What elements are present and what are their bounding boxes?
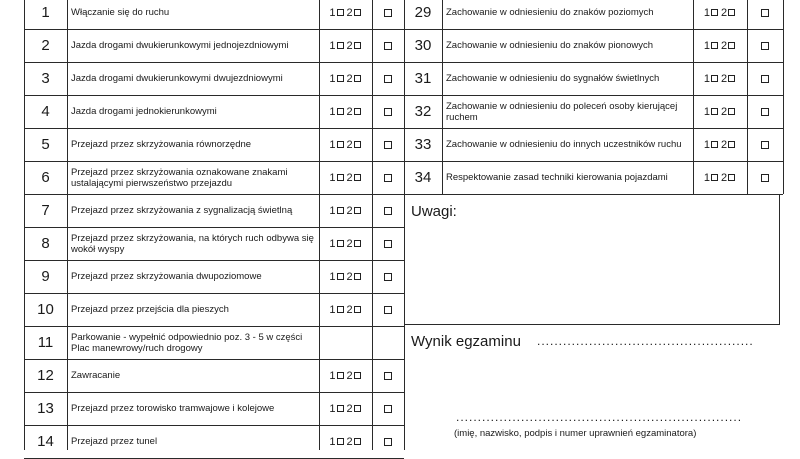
result-checkbox[interactable] bbox=[384, 75, 392, 83]
result-checkbox[interactable] bbox=[384, 9, 392, 17]
grid-line-horizontal bbox=[404, 62, 783, 63]
item-description bbox=[442, 95, 693, 128]
exam-result-field[interactable]: .................................................. bbox=[537, 334, 754, 348]
result-checkbox[interactable] bbox=[761, 75, 769, 83]
result-checkbox-cell bbox=[747, 161, 783, 194]
item-description bbox=[67, 194, 319, 227]
score-checkbox-1[interactable] bbox=[337, 108, 344, 115]
left-table-row bbox=[24, 260, 404, 293]
item-description-text: Zachowanie w odniesieniu do znaków pionowych bbox=[446, 40, 654, 51]
item-description bbox=[442, 0, 693, 29]
score-checkbox-1[interactable] bbox=[337, 405, 344, 412]
item-number: 31 bbox=[414, 70, 432, 87]
item-description-text: Jazda drogami jednokierunkowymi bbox=[71, 106, 217, 117]
left-table-row bbox=[24, 62, 404, 95]
score-options bbox=[319, 128, 372, 161]
result-checkbox-cell bbox=[372, 260, 404, 293]
score-checkbox-1[interactable] bbox=[337, 42, 344, 49]
result-checkbox[interactable] bbox=[384, 405, 392, 413]
result-checkbox-cell bbox=[372, 95, 404, 128]
grid-line-horizontal bbox=[24, 359, 404, 360]
grid-line-vertical bbox=[24, 0, 25, 450]
result-checkbox-cell bbox=[372, 161, 404, 194]
grid-line-horizontal bbox=[24, 260, 404, 261]
left-table-row bbox=[24, 0, 404, 29]
score-options bbox=[319, 227, 372, 260]
left-table-row bbox=[24, 425, 404, 458]
score-checkbox-2[interactable] bbox=[354, 273, 361, 280]
item-number: 7 bbox=[41, 202, 50, 219]
item-number: 5 bbox=[41, 136, 50, 153]
score-options bbox=[319, 161, 372, 194]
score-checkbox-2[interactable] bbox=[354, 174, 361, 181]
score-checkbox-1[interactable] bbox=[337, 438, 344, 445]
score-checkbox-2[interactable] bbox=[354, 42, 361, 49]
item-number: 6 bbox=[41, 169, 50, 186]
score-label-2: 2 bbox=[721, 138, 728, 151]
item-description bbox=[67, 161, 319, 194]
score-checkbox-2[interactable] bbox=[354, 405, 361, 412]
signature-line[interactable]: .................................................................. bbox=[456, 410, 743, 424]
score-checkbox-2[interactable] bbox=[354, 207, 361, 214]
score-checkbox-2[interactable] bbox=[728, 141, 735, 148]
score-label-2: 2 bbox=[346, 435, 353, 448]
grid-line-vertical bbox=[693, 0, 694, 194]
score-options bbox=[319, 0, 372, 29]
score-checkbox-2[interactable] bbox=[728, 174, 735, 181]
item-description bbox=[442, 62, 693, 95]
item-description bbox=[67, 128, 319, 161]
grid-line-horizontal bbox=[24, 227, 404, 228]
score-checkbox-1[interactable] bbox=[337, 207, 344, 214]
item-description-text: Parkowanie - wypełnić odpowiednio poz. 3 - 5 w części Plac manewrowy/ruch drogowy bbox=[71, 331, 303, 354]
score-label-1: 1 bbox=[329, 105, 336, 118]
score-label-1: 1 bbox=[703, 6, 710, 19]
left-table-row bbox=[24, 293, 404, 326]
item-description-text: Jazda drogami dwukierunkowymi jednojezdniowymi bbox=[71, 40, 289, 51]
item-description-text: Zachowanie w odniesieniu do innych uczestników ruchu bbox=[446, 139, 682, 150]
item-description-text: Przejazd przez skrzyżowania, na których ruch odbywa się wokół wyspy bbox=[71, 232, 314, 255]
score-label-2: 2 bbox=[346, 402, 353, 415]
score-label-1: 1 bbox=[703, 171, 710, 184]
score-label-2: 2 bbox=[346, 39, 353, 52]
item-description-text: Przejazd przez skrzyżowania dwupoziomowe bbox=[71, 271, 262, 282]
result-checkbox[interactable] bbox=[761, 42, 769, 50]
score-label-2: 2 bbox=[346, 6, 353, 19]
item-description bbox=[67, 260, 319, 293]
score-options bbox=[319, 95, 372, 128]
score-checkbox-2[interactable] bbox=[728, 75, 735, 82]
result-checkbox[interactable] bbox=[384, 108, 392, 116]
grid-line-horizontal bbox=[24, 62, 404, 63]
result-checkbox[interactable] bbox=[384, 141, 392, 149]
result-checkbox-cell bbox=[372, 62, 404, 95]
item-number: 14 bbox=[37, 433, 54, 450]
item-description-text: Jazda drogami dwukierunkowymi dwujezdniowymi bbox=[71, 73, 283, 84]
left-table-row bbox=[24, 392, 404, 425]
result-checkbox-cell bbox=[372, 0, 404, 29]
result-checkbox[interactable] bbox=[384, 372, 392, 380]
result-checkbox-cell bbox=[747, 128, 783, 161]
score-label-2: 2 bbox=[721, 6, 728, 19]
item-description bbox=[67, 0, 319, 29]
result-checkbox[interactable] bbox=[384, 273, 392, 281]
score-label-2: 2 bbox=[346, 204, 353, 217]
left-table-row bbox=[24, 194, 404, 227]
grid-line-vertical bbox=[372, 0, 373, 450]
left-table-row bbox=[24, 128, 404, 161]
item-number: 30 bbox=[414, 37, 432, 54]
item-number: 29 bbox=[414, 4, 432, 21]
item-number: 34 bbox=[414, 169, 432, 186]
score-checkbox-1[interactable] bbox=[337, 372, 344, 379]
left-table-row bbox=[24, 359, 404, 392]
score-label-2: 2 bbox=[346, 138, 353, 151]
grid-line-horizontal bbox=[24, 326, 404, 327]
grid-line-horizontal bbox=[404, 128, 783, 129]
score-label-1: 1 bbox=[329, 237, 336, 250]
score-options bbox=[693, 161, 747, 194]
item-description bbox=[442, 161, 693, 194]
score-options bbox=[319, 29, 372, 62]
right-table-row bbox=[404, 29, 783, 62]
item-description bbox=[67, 227, 319, 260]
result-checkbox[interactable] bbox=[384, 42, 392, 50]
score-options bbox=[319, 194, 372, 227]
score-checkbox-1[interactable] bbox=[337, 75, 344, 82]
item-description bbox=[442, 29, 693, 62]
score-label-1: 1 bbox=[329, 270, 336, 283]
score-label-2: 2 bbox=[346, 369, 353, 382]
grid-line-vertical bbox=[779, 194, 780, 325]
result-checkbox[interactable] bbox=[384, 207, 392, 215]
grid-line-horizontal bbox=[404, 29, 783, 30]
item-number: 3 bbox=[41, 70, 50, 87]
score-label-1: 1 bbox=[329, 402, 336, 415]
result-checkbox-cell bbox=[372, 29, 404, 62]
score-checkbox-1[interactable] bbox=[337, 240, 344, 247]
item-number: 8 bbox=[41, 235, 50, 252]
grid-line-horizontal bbox=[404, 95, 783, 96]
score-options bbox=[319, 260, 372, 293]
item-description-text: Respektowanie zasad techniki kierowania pojazdami bbox=[446, 172, 668, 183]
score-label-2: 2 bbox=[346, 303, 353, 316]
score-checkbox-2[interactable] bbox=[728, 108, 735, 115]
score-checkbox-1[interactable] bbox=[711, 174, 718, 181]
right-table-row bbox=[404, 62, 783, 95]
item-description bbox=[67, 359, 319, 392]
grid-line-horizontal bbox=[404, 194, 783, 195]
item-description-text: Zawracanie bbox=[71, 370, 121, 381]
left-table-row bbox=[24, 326, 404, 359]
score-checkbox-2[interactable] bbox=[354, 372, 361, 379]
score-checkbox-1[interactable] bbox=[711, 108, 718, 115]
item-description bbox=[67, 392, 319, 425]
score-options bbox=[693, 0, 747, 29]
score-checkbox-2[interactable] bbox=[728, 9, 735, 16]
grid-line-vertical bbox=[319, 0, 320, 450]
item-number: 2 bbox=[41, 37, 50, 54]
item-number: 32 bbox=[414, 103, 432, 120]
result-checkbox[interactable] bbox=[761, 174, 769, 182]
result-checkbox[interactable] bbox=[384, 306, 392, 314]
score-label-1: 1 bbox=[329, 6, 336, 19]
result-checkbox[interactable] bbox=[384, 240, 392, 248]
score-options bbox=[693, 128, 747, 161]
score-options bbox=[319, 62, 372, 95]
score-label-1: 1 bbox=[703, 39, 710, 52]
item-number: 9 bbox=[41, 268, 50, 285]
score-checkbox-2[interactable] bbox=[354, 141, 361, 148]
grid-line-horizontal bbox=[404, 324, 779, 325]
score-checkbox-1[interactable] bbox=[711, 9, 718, 16]
left-table-row bbox=[24, 29, 404, 62]
score-label-2: 2 bbox=[346, 72, 353, 85]
grid-line-vertical bbox=[67, 0, 68, 450]
score-label-2: 2 bbox=[346, 105, 353, 118]
left-table-row bbox=[24, 161, 404, 194]
item-number: 12 bbox=[37, 367, 54, 384]
result-checkbox[interactable] bbox=[761, 141, 769, 149]
item-description-text: Przejazd przez przejścia dla pieszych bbox=[71, 304, 229, 315]
score-label-2: 2 bbox=[721, 72, 728, 85]
right-table-row bbox=[404, 128, 783, 161]
grid-line-horizontal bbox=[24, 95, 404, 96]
score-options bbox=[693, 29, 747, 62]
item-description bbox=[67, 62, 319, 95]
grid-line-vertical bbox=[747, 0, 748, 194]
item-number: 11 bbox=[37, 334, 54, 351]
score-checkbox-2[interactable] bbox=[354, 9, 361, 16]
item-description bbox=[67, 326, 319, 359]
grid-line-vertical bbox=[442, 0, 443, 194]
score-options bbox=[693, 95, 747, 128]
score-label-1: 1 bbox=[329, 204, 336, 217]
result-checkbox-cell bbox=[372, 293, 404, 326]
grid-line-horizontal bbox=[24, 392, 404, 393]
item-description-text: Przejazd przez tunel bbox=[71, 436, 158, 447]
signature-caption: (imię, nazwisko, podpis i numer uprawnień egzaminatora) bbox=[454, 428, 697, 439]
score-checkbox-1[interactable] bbox=[337, 306, 344, 313]
item-description bbox=[442, 128, 693, 161]
score-options bbox=[319, 293, 372, 326]
score-label-1: 1 bbox=[329, 72, 336, 85]
score-checkbox-1[interactable] bbox=[337, 9, 344, 16]
item-number: 1 bbox=[41, 4, 50, 21]
score-checkbox-1[interactable] bbox=[711, 75, 718, 82]
grid-line-horizontal bbox=[24, 29, 404, 30]
item-number: 10 bbox=[37, 301, 54, 318]
result-checkbox-cell bbox=[747, 0, 783, 29]
result-checkbox[interactable] bbox=[384, 438, 392, 446]
grid-line-horizontal bbox=[24, 293, 404, 294]
item-description-text: Włączanie się do ruchu bbox=[71, 7, 170, 18]
score-label-1: 1 bbox=[703, 105, 710, 118]
score-options bbox=[319, 392, 372, 425]
score-label-1: 1 bbox=[329, 369, 336, 382]
score-label-2: 2 bbox=[721, 39, 728, 52]
score-label-1: 1 bbox=[703, 138, 710, 151]
right-table-row bbox=[404, 0, 783, 29]
item-description-text: Zachowanie w odniesieniu do znaków poziomych bbox=[446, 7, 654, 18]
item-description-text: Zachowanie w odniesieniu do sygnałów świetlnych bbox=[446, 73, 660, 84]
score-checkbox-2[interactable] bbox=[354, 75, 361, 82]
item-description-text: Zachowanie w odniesieniu do poleceń osoby kierującej ruchem bbox=[446, 100, 678, 123]
result-checkbox[interactable] bbox=[761, 108, 769, 116]
score-label-1: 1 bbox=[329, 39, 336, 52]
item-description bbox=[67, 29, 319, 62]
result-checkbox-cell bbox=[372, 425, 404, 458]
left-table-row bbox=[24, 227, 404, 260]
result-checkbox-cell bbox=[747, 62, 783, 95]
score-checkbox-2[interactable] bbox=[354, 108, 361, 115]
score-label-2: 2 bbox=[346, 237, 353, 250]
grid-line-horizontal bbox=[24, 161, 404, 162]
result-checkbox-cell bbox=[372, 227, 404, 260]
left-table-row bbox=[24, 95, 404, 128]
item-description bbox=[67, 425, 319, 458]
score-checkbox-1[interactable] bbox=[337, 273, 344, 280]
score-checkbox-2[interactable] bbox=[728, 42, 735, 49]
score-label-1: 1 bbox=[329, 435, 336, 448]
right-table-row bbox=[404, 161, 783, 194]
score-label-2: 2 bbox=[346, 270, 353, 283]
result-checkbox[interactable] bbox=[761, 9, 769, 17]
grid-line-horizontal bbox=[404, 161, 783, 162]
item-description-text: Przejazd przez skrzyżowania równorzędne bbox=[71, 139, 252, 150]
result-checkbox-cell bbox=[747, 95, 783, 128]
result-checkbox-cell bbox=[372, 359, 404, 392]
score-label-1: 1 bbox=[703, 72, 710, 85]
item-number: 13 bbox=[37, 400, 54, 417]
score-checkbox-1[interactable] bbox=[337, 141, 344, 148]
score-label-2: 2 bbox=[346, 171, 353, 184]
grid-line-vertical bbox=[404, 0, 405, 450]
item-description-text: Przejazd przez skrzyżowania oznakowane znakami ustalającymi pierwszeństwo przejazdu bbox=[71, 166, 288, 189]
remarks-label: Uwagi: bbox=[411, 203, 457, 220]
item-description bbox=[67, 95, 319, 128]
exam-result-label: Wynik egzaminu bbox=[411, 333, 521, 350]
score-options bbox=[319, 425, 372, 458]
grid-line-horizontal bbox=[24, 128, 404, 129]
score-label-1: 1 bbox=[329, 171, 336, 184]
item-number: 4 bbox=[41, 103, 50, 120]
score-checkbox-1[interactable] bbox=[711, 42, 718, 49]
score-label-2: 2 bbox=[721, 171, 728, 184]
score-checkbox-2[interactable] bbox=[354, 438, 361, 445]
grid-line-horizontal bbox=[24, 194, 404, 195]
score-checkbox-2[interactable] bbox=[354, 306, 361, 313]
score-checkbox-1[interactable] bbox=[337, 174, 344, 181]
score-label-1: 1 bbox=[329, 138, 336, 151]
grid-line-vertical bbox=[783, 0, 784, 194]
score-checkbox-2[interactable] bbox=[354, 240, 361, 247]
item-number: 33 bbox=[414, 136, 432, 153]
right-table-row bbox=[404, 95, 783, 128]
item-description-text: Przejazd przez skrzyżowania z sygnalizacją świetlną bbox=[71, 205, 293, 216]
score-options bbox=[319, 359, 372, 392]
grid-line-horizontal bbox=[24, 425, 404, 426]
result-checkbox-cell bbox=[372, 194, 404, 227]
result-checkbox-cell bbox=[372, 128, 404, 161]
score-label-2: 2 bbox=[721, 105, 728, 118]
item-description bbox=[67, 293, 319, 326]
score-options bbox=[693, 62, 747, 95]
result-checkbox-cell bbox=[747, 29, 783, 62]
result-checkbox-cell bbox=[372, 392, 404, 425]
result-checkbox[interactable] bbox=[384, 174, 392, 182]
item-description-text: Przejazd przez torowisko tramwajowe i kolejowe bbox=[71, 403, 275, 414]
score-label-1: 1 bbox=[329, 303, 336, 316]
score-checkbox-1[interactable] bbox=[711, 141, 718, 148]
